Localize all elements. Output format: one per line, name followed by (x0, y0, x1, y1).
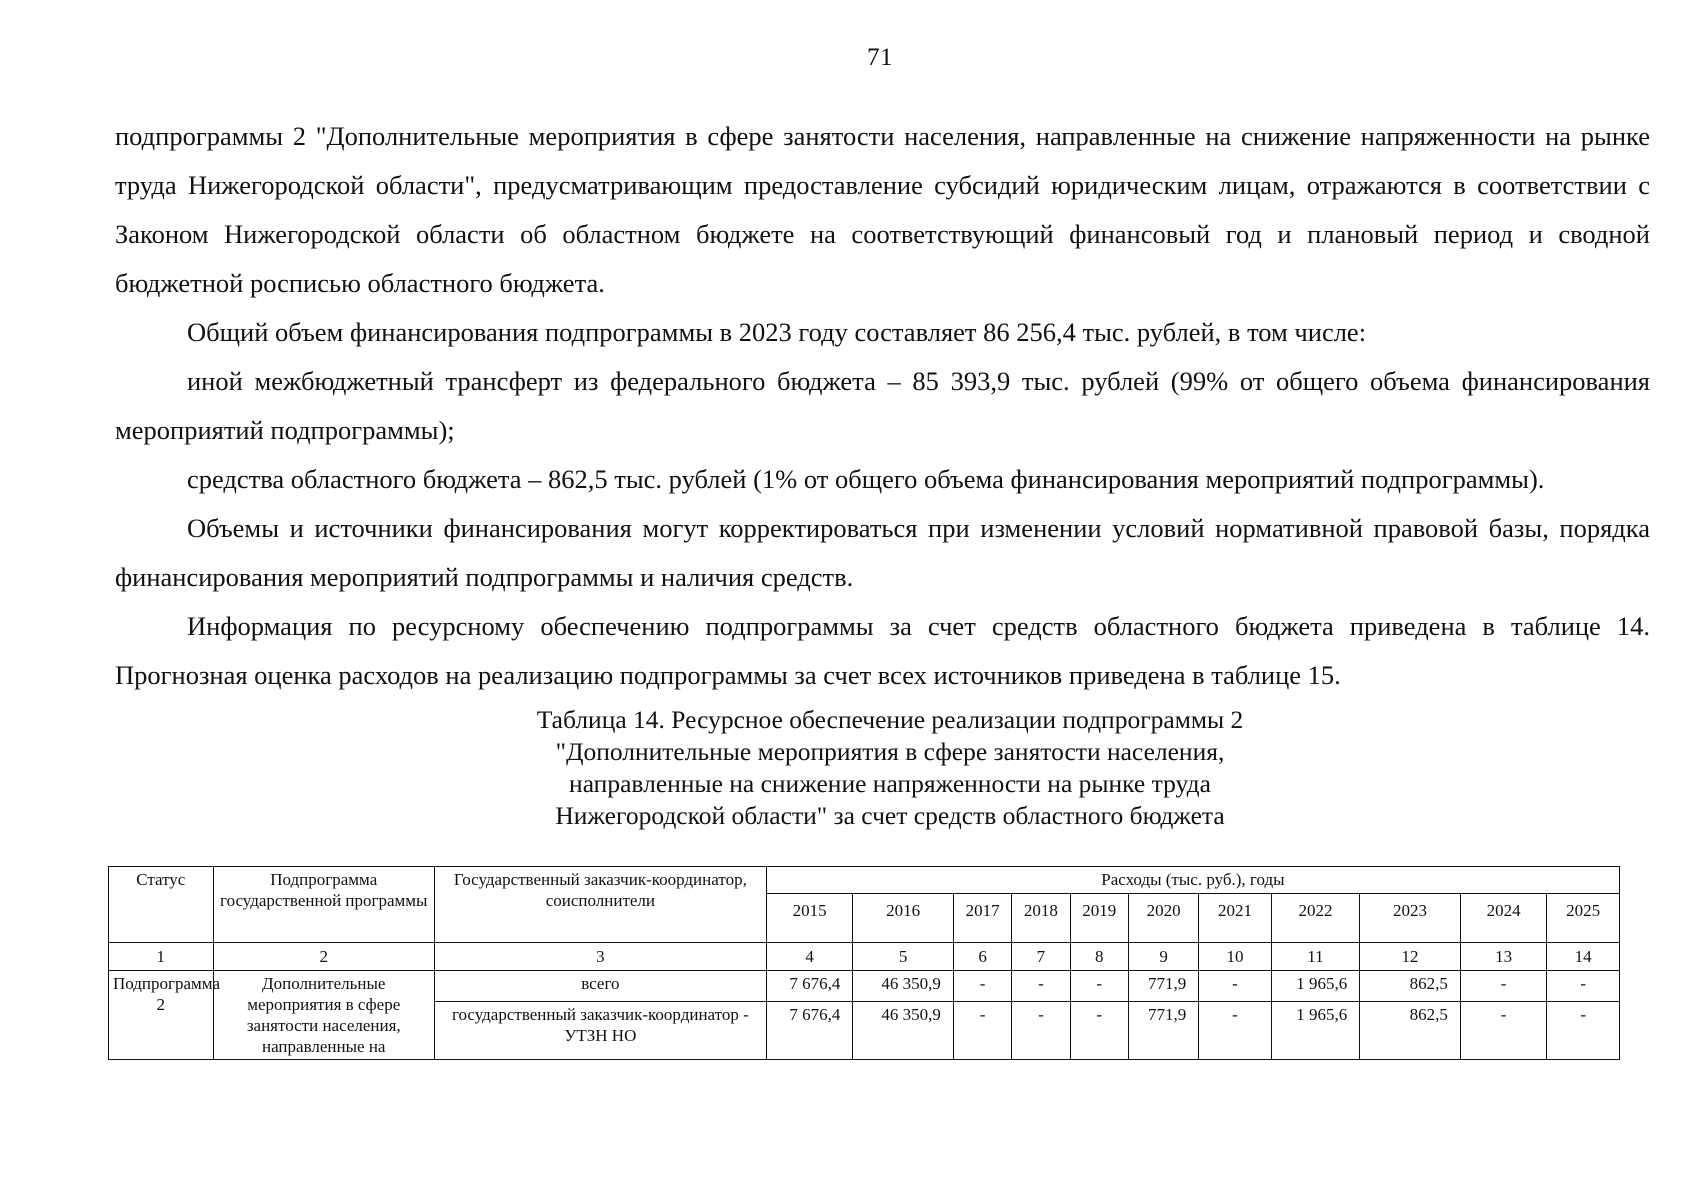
value-cell: - (1012, 1001, 1070, 1059)
table-caption (425, 704, 1355, 832)
header-expenses: Расходы (тыс. руб.), годы (766, 867, 1619, 894)
header-year: 2025 (1547, 894, 1620, 943)
index-cell: 8 (1070, 943, 1128, 971)
value-cell: 46 350,9 (853, 1001, 954, 1059)
header-year: 2024 (1460, 894, 1547, 943)
value-cell: 862,5 (1360, 1001, 1461, 1059)
value-cell: - (1199, 971, 1271, 1002)
value-cell: 771,9 (1128, 971, 1198, 1002)
header-year: 2020 (1128, 894, 1198, 943)
paragraph: Информация по ресурсному обеспечению подпрограммы за счет средств областного бюджета приведена в таблице 14. Прогнозная оценка расходов на реализацию подпрограммы за счет всех источников приведена в таблице 15. (115, 611, 1650, 690)
index-cell: 2 (213, 943, 434, 971)
index-cell: 14 (1547, 943, 1620, 971)
value-cell: 771,9 (1128, 1001, 1198, 1059)
paragraph: средства областного бюджета – 862,5 тыс. рублей (1% от общего объема финансирования мероприятий подпрограммы). (187, 464, 1545, 494)
index-cell: 4 (766, 943, 853, 971)
header-customer: Государственный заказчик-координатор, соисполнители (434, 867, 766, 943)
value-cell: - (953, 1001, 1011, 1059)
value-cell: - (1547, 971, 1620, 1002)
table-caption-line: Таблица 14. Ресурсное обеспечение реализации подпрограммы 2 (536, 705, 1244, 734)
value-cell: - (1460, 971, 1547, 1002)
index-cell: 9 (1128, 943, 1198, 971)
index-cell: 5 (853, 943, 954, 971)
value-cell: 862,5 (1360, 971, 1461, 1002)
value-cell: 7 676,4 (766, 971, 853, 1002)
paragraph: Общий объем финансирования подпрограммы в 2023 году составляет 86 256,4 тыс. рублей, в том числе: (187, 317, 1367, 347)
header-year: 2023 (1360, 894, 1461, 943)
header-year: 2017 (953, 894, 1011, 943)
budget-table (108, 866, 1620, 1060)
value-cell: - (1070, 971, 1128, 1002)
table-caption-line: направленные на снижение напряженности на рынке труда (569, 769, 1211, 798)
index-cell: 10 (1199, 943, 1271, 971)
value-cell: - (953, 971, 1011, 1002)
status-cell: Подпрограмма 2 (109, 971, 214, 1060)
table-caption-line: Нижегородской области" за счет средств областного бюджета (555, 801, 1225, 830)
customer-cell: государственный заказчик-координатор - УТЗН НО (434, 1001, 766, 1059)
body-text (115, 112, 1650, 700)
index-cell: 3 (434, 943, 766, 971)
header-status: Статус (109, 867, 214, 943)
customer-cell: всего (434, 971, 766, 1002)
value-cell: - (1460, 1001, 1547, 1059)
index-cell: 6 (953, 943, 1011, 971)
header-year: 2022 (1271, 894, 1360, 943)
index-cell: 13 (1460, 943, 1547, 971)
value-cell: - (1547, 1001, 1620, 1059)
paragraph: подпрограммы 2 "Дополнительные мероприятия в сфере занятости населения, направленные на снижение напряженности на рынке труда Нижегородской области", предусматривающим предоставление субсидий юридическим лицам, отражаются в соответствии с Законом Нижегородской области об областном бюджете на соответствующий финансовый год и плановый период и сводной бюджетной росписью областного бюджета. (115, 121, 1650, 298)
index-cell: 11 (1271, 943, 1360, 971)
table-row (109, 971, 1620, 1002)
index-cell: 1 (109, 943, 214, 971)
table-header-row (109, 867, 1620, 894)
index-cell: 7 (1012, 943, 1070, 971)
header-year: 2016 (853, 894, 954, 943)
header-year: 2021 (1199, 894, 1271, 943)
paragraph: иной межбюджетный трансферт из федерального бюджета – 85 393,9 тыс. рублей (99% от общего объема финансирования мероприятий подпрограммы); (115, 366, 1650, 445)
value-cell: - (1012, 971, 1070, 1002)
table-index-row (109, 943, 1620, 971)
value-cell: - (1199, 1001, 1271, 1059)
header-year: 2019 (1070, 894, 1128, 943)
value-cell: - (1070, 1001, 1128, 1059)
value-cell: 7 676,4 (766, 1001, 853, 1059)
header-subprogram: Подпрограмма государственной программы (213, 867, 434, 943)
paragraph: Объемы и источники финансирования могут корректироваться при изменении условий нормативной правовой базы, порядка финансирования мероприятий подпрограммы и наличия средств. (115, 513, 1650, 592)
subprogram-cell: Дополнительные мероприятия в сфере занятости населения, направленные на (213, 971, 434, 1060)
header-year: 2018 (1012, 894, 1070, 943)
page-number: 71 (867, 44, 893, 71)
value-cell: 1 965,6 (1271, 1001, 1360, 1059)
index-cell: 12 (1360, 943, 1461, 971)
header-year: 2015 (766, 894, 853, 943)
value-cell: 46 350,9 (853, 971, 954, 1002)
value-cell: 1 965,6 (1271, 971, 1360, 1002)
table-caption-line: "Дополнительные мероприятия в сфере занятости населения, (555, 737, 1225, 766)
